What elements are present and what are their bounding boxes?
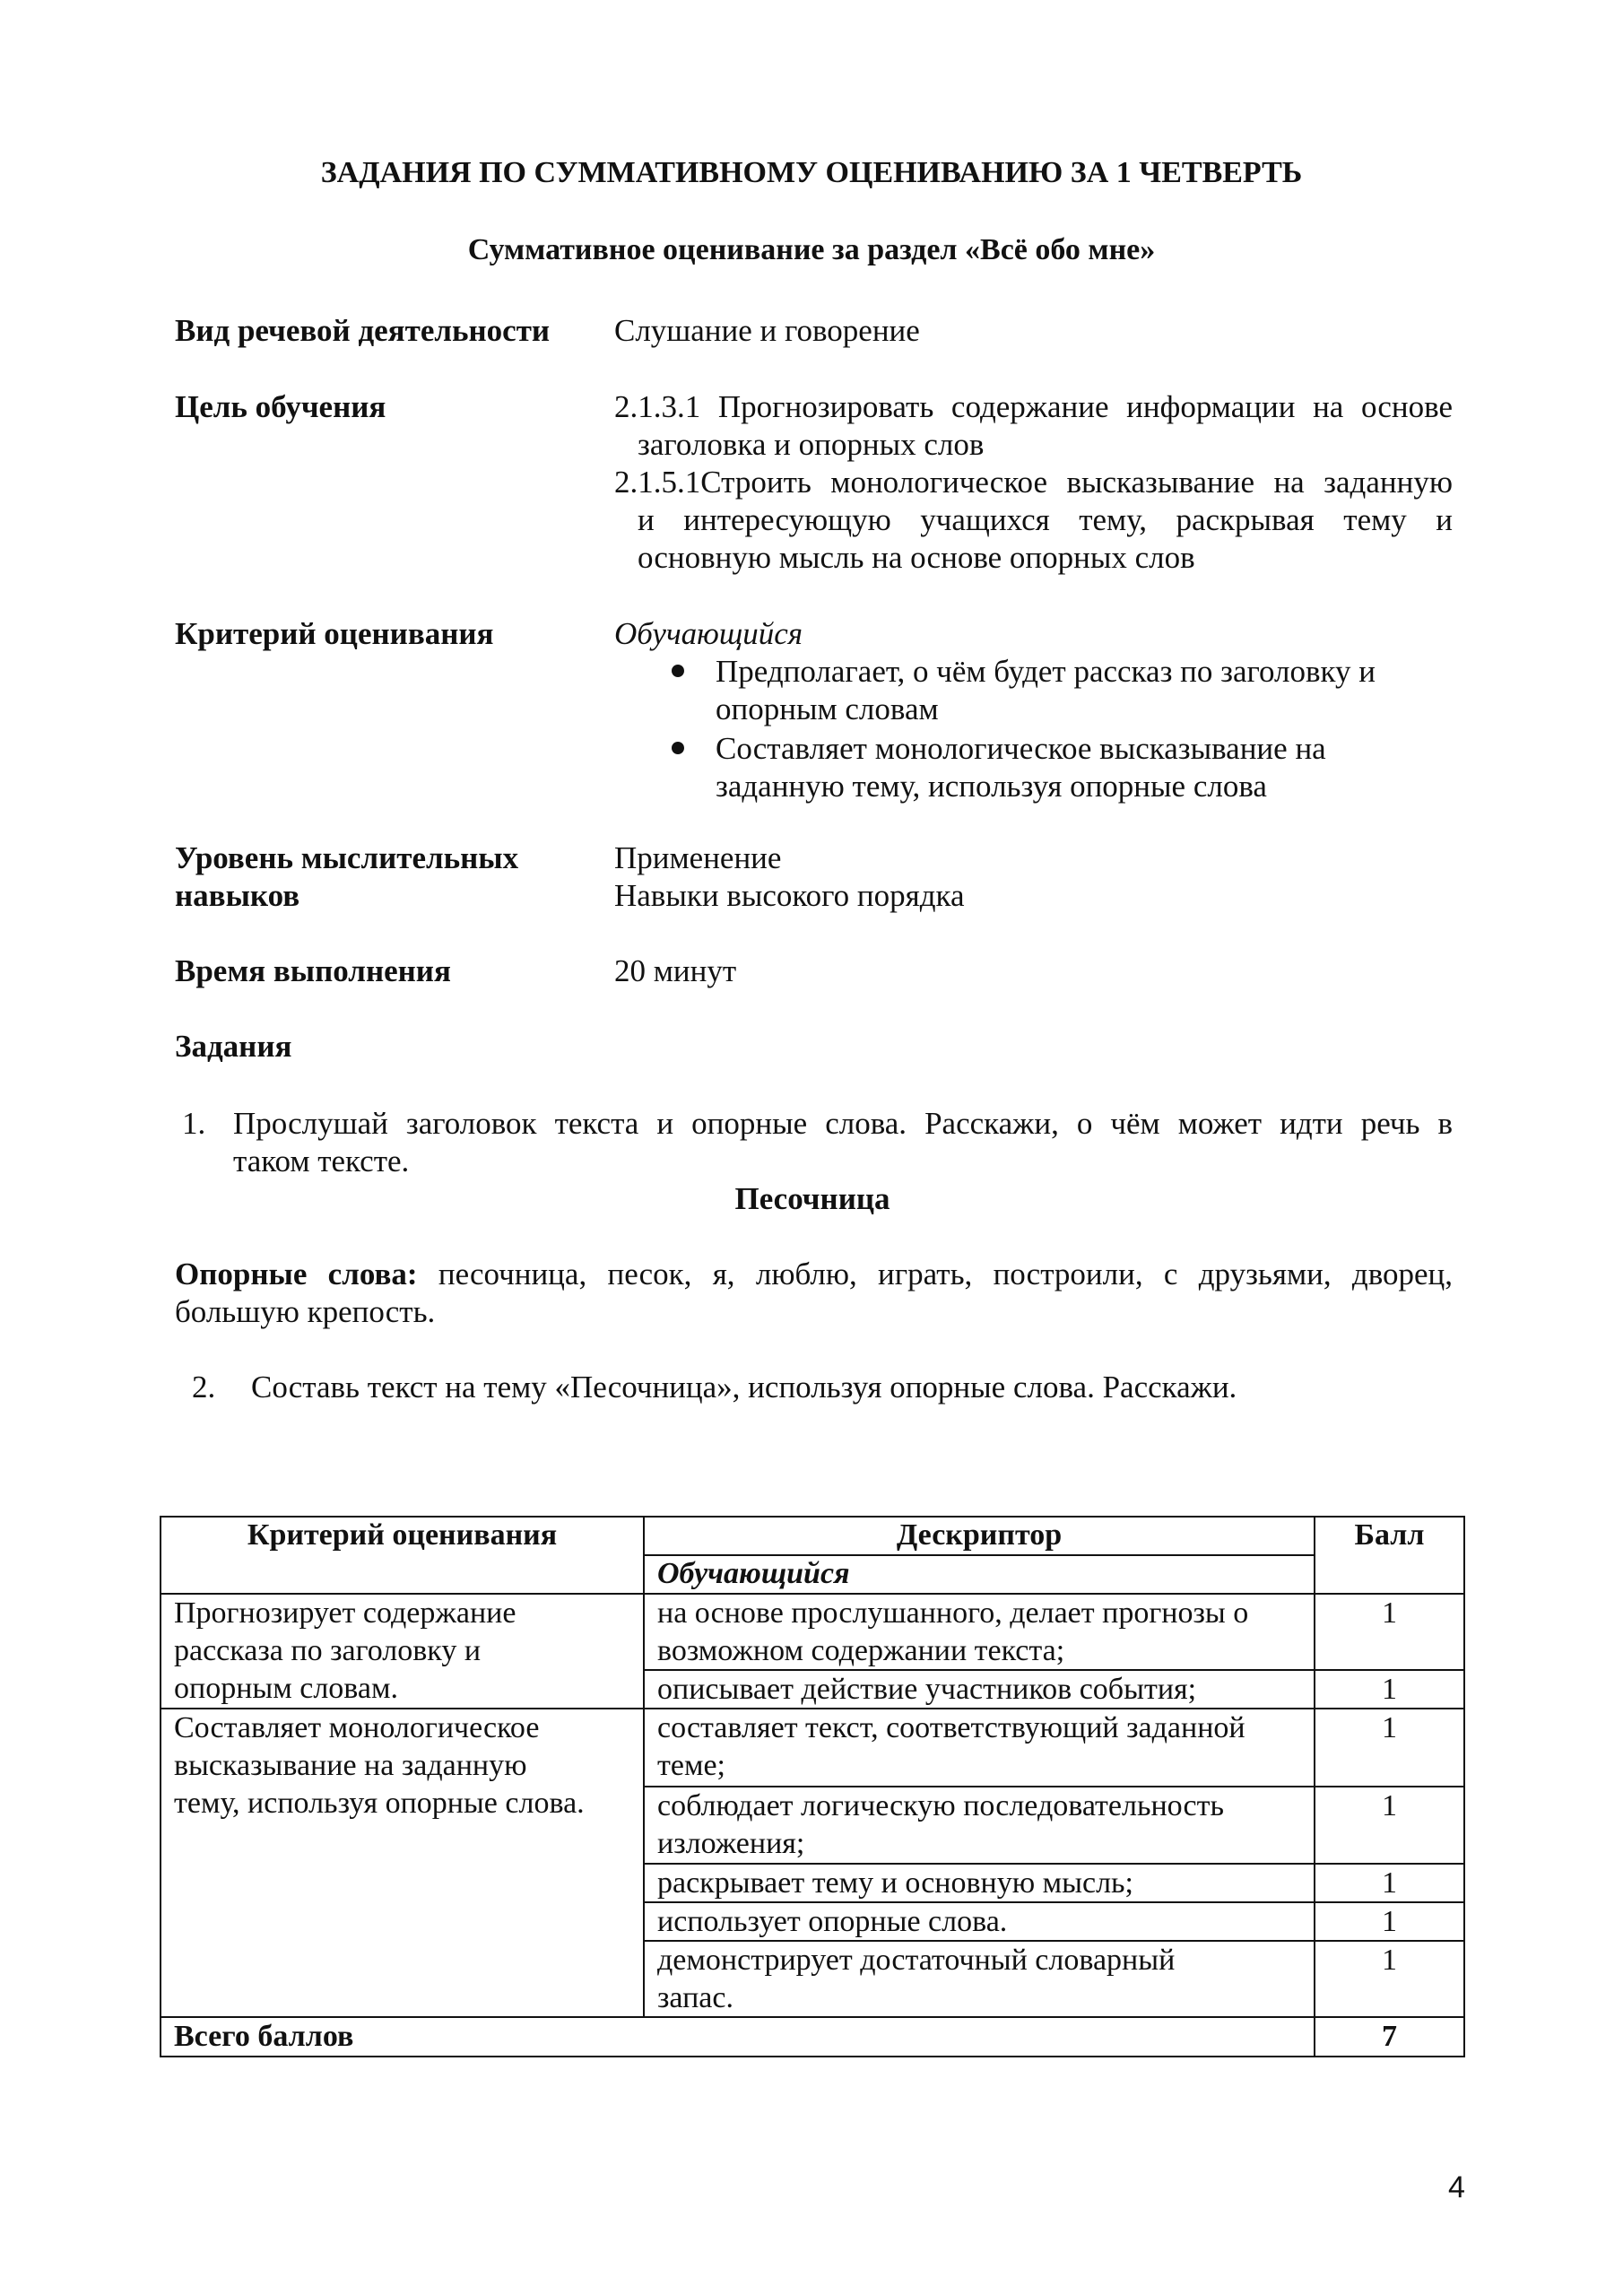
task-1-line1: Прослушай заголовок текста и опорные слова. Расскажи, о чём может идти речь в (233, 1106, 1453, 1141)
page-number: 4 (1448, 2170, 1465, 2205)
descriptor-7-line1: демонстрирует достаточный словарный (657, 1944, 1176, 1977)
bullet-icon (672, 742, 684, 754)
objective-1-line2: заголовка и опорных слов (638, 427, 985, 462)
descriptor-3-line1: составляет текст, соответствующий заданной (657, 1711, 1245, 1744)
criterion-1-line2: рассказа по заголовку и (174, 1634, 482, 1667)
descriptor-3-line2: теме; (657, 1749, 726, 1782)
header-criterion: Критерий оценивания (247, 1518, 558, 1552)
activity-value: Слушание и говорение (614, 313, 920, 348)
descriptor-1-line1: на основе прослушанного, делает прогнозы о (657, 1596, 1249, 1630)
criterion-2-line2: высказывание на заданную (174, 1749, 527, 1782)
rubric-table (160, 1516, 1465, 2057)
task-1-line2: таком тексте. (233, 1144, 410, 1178)
objective-label: Цель обучения (175, 389, 386, 424)
criterion-bullet-1-line1: Предполагает, о чём будет рассказ по заголовку и (716, 654, 1376, 689)
header-descriptor: Дескриптор (896, 1518, 1063, 1552)
descriptor-7-score: 1 (1382, 1944, 1397, 1977)
objective-2-line1: 2.1.5.1Строить монологическое высказывание на заданную (614, 465, 1453, 500)
task-1-number: 1. (182, 1106, 206, 1141)
criterion-1-line1: Прогнозирует содержание (174, 1596, 516, 1630)
total-label: Всего баллов (174, 2020, 354, 2053)
task-2-text: Составь текст на тему «Песочница», используя опорные слова. Расскажи. (251, 1370, 1237, 1405)
descriptor-1-line2: возможном содержании текста; (657, 1634, 1065, 1667)
thinking-label-line2: навыков (175, 878, 300, 913)
criterion-intro: Обучающийся (614, 616, 803, 651)
objective-2-line3: основную мысль на основе опорных слов (638, 540, 1195, 575)
descriptor-6-score: 1 (1382, 1905, 1397, 1938)
activity-label: Вид речевой деятельности (175, 313, 551, 348)
header-score: Балл (1354, 1518, 1425, 1552)
time-value: 20 минут (614, 953, 737, 988)
descriptor-7-line2: запас. (657, 1981, 733, 2014)
criterion-bullet-1-line2: опорным словам (716, 691, 939, 726)
objective-2-line2: и интересующую учащихся тему, раскрывая тему и (638, 502, 1453, 537)
tasks-heading: Задания (175, 1029, 292, 1064)
criterion-2-line3: тему, используя опорные слова. (174, 1787, 585, 1820)
descriptor-6-line1: использует опорные слова. (657, 1905, 1008, 1938)
criterion-bullet-2-line2: заданную тему, используя опорные слова (716, 769, 1267, 804)
keywords-line1 (175, 1256, 1453, 1293)
descriptor-4-line2: изложения; (657, 1827, 805, 1860)
task-2-number: 2. (192, 1370, 216, 1405)
criterion-1-line3: опорным словам. (174, 1672, 399, 1705)
descriptor-3-score: 1 (1382, 1711, 1397, 1744)
descriptor-5-line1: раскрывает тему и основную мысль; (657, 1866, 1134, 1900)
page-title: ЗАДАНИЯ ПО СУММАТИВНОМУ ОЦЕНИВАНИЮ ЗА 1 ЧЕТВЕРТЬ (320, 156, 1303, 189)
time-label: Время выполнения (175, 953, 451, 988)
descriptor-5-score: 1 (1382, 1866, 1397, 1900)
objective-1-line1: 2.1.3.1 Прогнозировать содержание информации на основе (614, 389, 1453, 424)
descriptor-2-line1: описывает действие участников события; (657, 1673, 1197, 1706)
keywords-line2: большую крепость. (175, 1294, 436, 1329)
criterion-2-line1: Составляет монологическое (174, 1711, 540, 1744)
thinking-value-1: Применение (614, 840, 782, 875)
descriptor-intro: Обучающийся (657, 1557, 850, 1590)
text-title: Песочница (734, 1181, 890, 1216)
total-score: 7 (1382, 2020, 1397, 2053)
keywords-list: песочница, песок, я, люблю, играть, построили, с друзьями, дворец, (438, 1257, 1454, 1292)
descriptor-4-score: 1 (1382, 1789, 1397, 1822)
thinking-value-2: Навыки высокого порядка (614, 878, 965, 913)
thinking-label-line1: Уровень мыслительных (175, 840, 519, 875)
descriptor-1-score: 1 (1382, 1596, 1397, 1630)
section-subtitle: Суммативное оценивание за раздел «Всё обо мне» (467, 233, 1156, 266)
keywords-label: Опорные слова: (175, 1257, 418, 1292)
bullet-icon (672, 665, 684, 677)
descriptor-4-line1: соблюдает логическую последовательность (657, 1789, 1224, 1822)
criterion-label: Критерий оценивания (175, 616, 494, 651)
descriptor-2-score: 1 (1382, 1673, 1397, 1706)
criterion-bullet-2-line1: Составляет монологическое высказывание на (716, 731, 1326, 766)
